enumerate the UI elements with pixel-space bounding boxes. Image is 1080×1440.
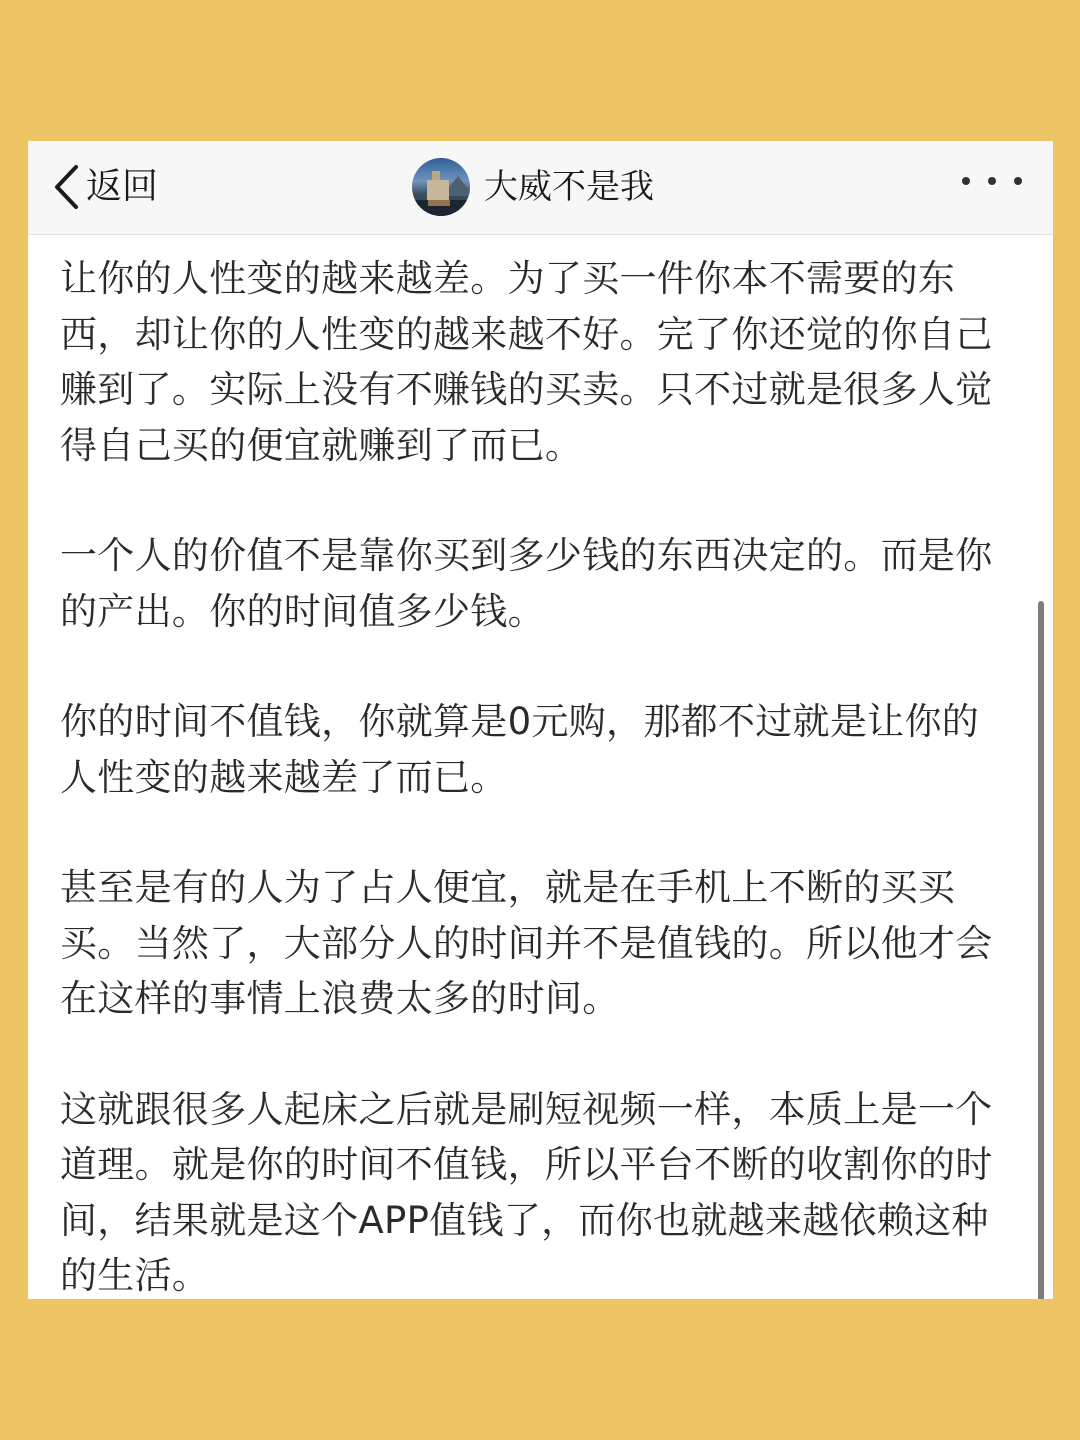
post-card xyxy=(28,141,1053,1299)
paragraph: 你的时间不值钱，你就算是0元购，那都不过就是让你的人性变的越来越差了而已。 xyxy=(60,700,980,799)
back-label: 返回 xyxy=(86,166,159,207)
chevron-left-icon xyxy=(52,164,80,210)
paragraph: 一个人的价值不是靠你买到多少钱的东西决定的。而是你的产出。你的时间值多少钱。 xyxy=(60,534,993,633)
author-profile[interactable] xyxy=(412,153,654,221)
author-name[interactable]: 大威不是我 xyxy=(484,167,654,207)
paragraph: 这就跟很多人起床之后就是刷短视频一样，本质上是一个道理。就是你的时间不值钱，所以平台不断的收割你的时间，结果就是这个APP值钱了，而你也就越来越依赖这种的生活。 xyxy=(60,1087,993,1297)
scrollbar[interactable] xyxy=(1038,601,1044,1299)
more-dots-icon[interactable] xyxy=(962,171,1022,191)
back-button[interactable] xyxy=(52,159,158,215)
top-navbar xyxy=(28,141,1053,235)
post-body xyxy=(60,251,1005,1299)
paragraph: 让你的人性变的越来越差。为了买一件你本不需要的东西，却让你的人性变的越来越不好。完了你还觉的你自己赚到了。实际上没有不赚钱的买卖。只不过就是很多人觉得自己买的便宜就赚到了而已。 xyxy=(60,257,993,467)
avatar[interactable] xyxy=(412,158,470,216)
paragraph: 甚至是有的人为了占人便宜，就是在手机上不断的买买买。当然了，大部分人的时间并不是值钱的。所以他才会在这样的事情上浪费太多的时间。 xyxy=(60,866,993,1020)
